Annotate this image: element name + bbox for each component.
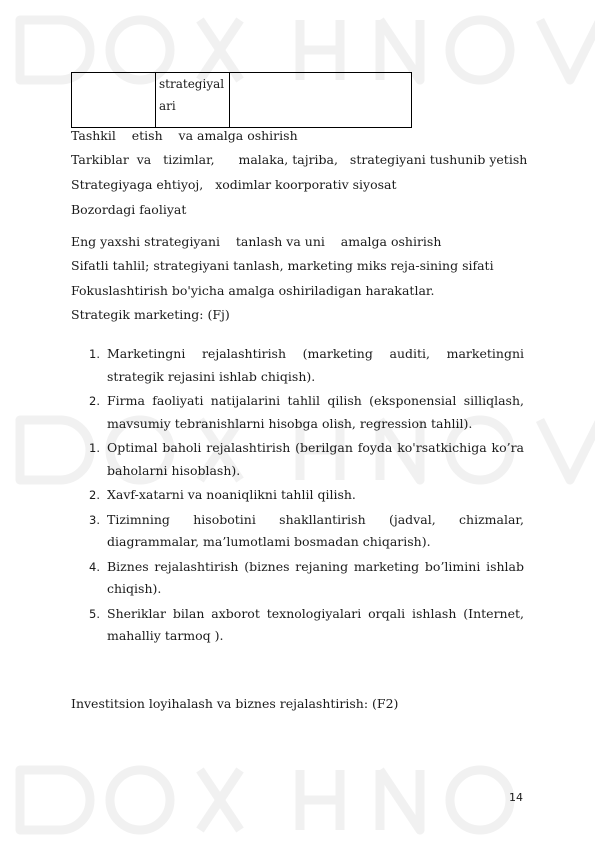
list-item-text: Tizimning hisobotini shakllantirish (jadval, chizmalar, diagrammalar, ma’lumotlami bosmadan chiqarish). bbox=[107, 511, 524, 549]
content-table bbox=[71, 72, 412, 128]
list-item-number: 1. bbox=[89, 347, 100, 361]
list-item bbox=[71, 603, 524, 648]
numbered-list bbox=[71, 343, 524, 650]
page-number: 14 bbox=[509, 791, 523, 804]
list-item bbox=[71, 437, 524, 482]
table-cell-text-line: strategiyal bbox=[159, 77, 225, 91]
text-line: Fokuslashtirish bo'yicha amalga oshiriladigan harakatlar. bbox=[71, 283, 435, 298]
list-item-text: Xavf-xatarni va noaniqlikni tahlil qilish. bbox=[107, 487, 356, 502]
table-cell-text-line: ari bbox=[159, 99, 176, 113]
text-line: Tarkiblar va tizimlar, malaka, tajriba, strategiyani tushunib yetish bbox=[71, 152, 528, 167]
table-cell-empty bbox=[230, 73, 412, 128]
list-item bbox=[71, 343, 524, 388]
section-heading: Strategik marketing: (Fj) bbox=[71, 307, 230, 322]
table-cell-empty bbox=[72, 73, 156, 128]
text-line: Sifatli tahlil; strategiyani tanlash, marketing miks reja-sining sifati bbox=[71, 258, 494, 273]
list-item bbox=[71, 390, 524, 435]
list-item-text: Optimal baholi rejalashtirish (berilgan foyda ko'rsatkichiga ko’ra baholarni hisoblash). bbox=[107, 440, 524, 478]
table-cell-strategiyalari bbox=[156, 73, 230, 128]
text-line: Eng yaxshi strategiyani tanlash va uni amalga oshirish bbox=[71, 234, 442, 249]
section-heading: Investitsion loyihalash va biznes rejalashtirish: (F2) bbox=[71, 696, 399, 711]
text-line: Tashkil etish va amalga oshirish bbox=[71, 128, 298, 143]
list-item-number: 4. bbox=[89, 559, 100, 574]
list-item-text: Sheriklar bilan axborot texnologiyalari orqali ishlash (Internet, mahalliy tarmoq ). bbox=[107, 605, 524, 643]
list-item bbox=[71, 509, 524, 554]
list-item-number: 3. bbox=[89, 512, 100, 527]
list-item-number: 5. bbox=[89, 606, 100, 621]
list-item-text: Biznes rejalashtirish (biznes rejaning marketing bo’limini ishlab chiqish). bbox=[107, 558, 524, 596]
text-line: Bozordagi faoliyat bbox=[71, 202, 187, 217]
list-item bbox=[71, 556, 524, 601]
list-item-number: 2. bbox=[89, 394, 100, 408]
list-item-number: 1. bbox=[89, 441, 100, 455]
list-item-text: Firma faoliyati natijalarini tahlil qilish (eksponensial silliqlash, mavsumiy tebranishlarni hisobga olish, regression tahlil). bbox=[107, 393, 524, 431]
text-line: Strategiyaga ehtiyoj, xodimlar koorporativ siyosat bbox=[71, 177, 397, 192]
list-item-number: 2. bbox=[89, 488, 100, 502]
list-item bbox=[71, 484, 524, 507]
list-item-text: Marketingni rejalashtirish (marketing auditi, marketingni strategik rejasini ishlab chiqish). bbox=[107, 346, 524, 384]
